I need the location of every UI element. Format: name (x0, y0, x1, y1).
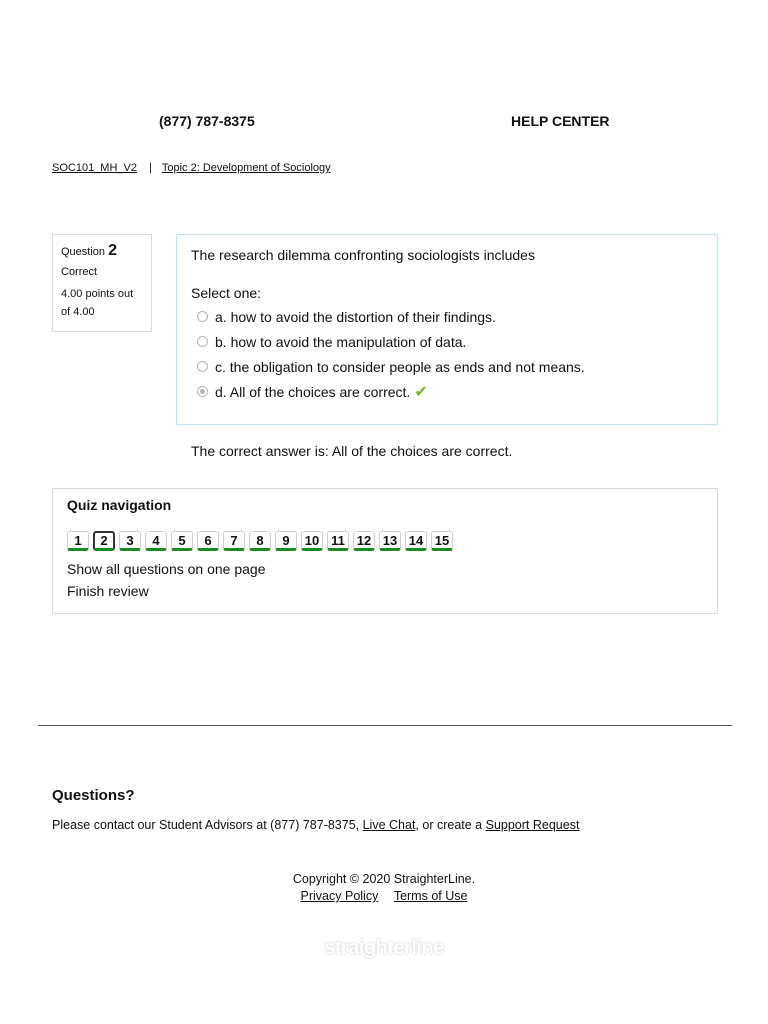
answer-option-b[interactable] (191, 329, 703, 354)
quiz-navigation-title: Quiz navigation (67, 497, 172, 513)
question-info-panel (52, 234, 152, 332)
answer-label-b: b. how to avoid the manipulation of data. (215, 333, 467, 350)
quiz-nav-button-12[interactable]: 12 (353, 531, 375, 551)
contact-text (52, 818, 579, 832)
question-content (176, 234, 718, 425)
correct-check-icon: ✔ (414, 383, 428, 401)
answer-option-c[interactable] (191, 354, 703, 379)
quiz-navigation-buttons (67, 531, 703, 551)
copyright-text: Copyright © 2020 StraighterLine. (292, 872, 476, 886)
question-number: 2 (108, 242, 117, 259)
quiz-nav-button-1[interactable]: 1 (67, 531, 89, 551)
select-one-prompt: Select one: (191, 285, 262, 301)
support-request-link[interactable]: Support Request (485, 818, 580, 832)
answer-label-d: d. All of the choices are correct. (215, 383, 411, 400)
question-state: Correct (61, 266, 98, 278)
answer-label-a: a. how to avoid the distortion of their findings. (215, 308, 496, 325)
answer-list (191, 304, 703, 404)
breadcrumb-course[interactable]: SOC101_MH_V2 (52, 162, 137, 174)
quiz-nav-button-13[interactable]: 13 (379, 531, 401, 551)
show-all-questions-link[interactable]: Show all questions on one page (67, 561, 266, 577)
question-text: The research dilemma confronting sociologists includes (191, 247, 535, 263)
quiz-nav-button-14[interactable]: 14 (405, 531, 427, 551)
question-label: Question (61, 246, 106, 258)
question-grade: 4.00 points out of 4.00 (61, 288, 134, 318)
contact-middle: , or create a (415, 818, 486, 832)
answer-option-a[interactable] (191, 304, 703, 329)
terms-of-use-link[interactable]: Terms of Use (393, 889, 468, 903)
right-answer-feedback: The correct answer is: All of the choices are correct. (191, 443, 513, 459)
quiz-nav-button-10[interactable]: 10 (301, 531, 323, 551)
quiz-nav-button-11[interactable]: 11 (327, 531, 349, 551)
quiz-nav-button-15[interactable]: 15 (431, 531, 453, 551)
live-chat-link[interactable]: Live Chat (362, 818, 416, 832)
answer-radio-a[interactable] (197, 311, 208, 322)
answer-radio-d[interactable] (197, 386, 208, 397)
quiz-navigation-panel (52, 488, 718, 614)
breadcrumb-topic[interactable]: Topic 2: Development of Sociology (161, 162, 331, 174)
answer-radio-c[interactable] (197, 361, 208, 372)
answer-option-d[interactable] (191, 379, 703, 404)
quiz-nav-button-9[interactable]: 9 (275, 531, 297, 551)
breadcrumb (52, 162, 331, 174)
quiz-nav-button-7[interactable]: 7 (223, 531, 245, 551)
help-center-link[interactable]: HELP CENTER (511, 113, 610, 129)
quiz-nav-button-2[interactable]: 2 (93, 531, 115, 551)
quiz-nav-button-3[interactable]: 3 (119, 531, 141, 551)
answer-radio-b[interactable] (197, 336, 208, 347)
contact-prefix: Please contact our Student Advisors at (877) 787-8375, (52, 818, 363, 832)
quiz-nav-button-4[interactable]: 4 (145, 531, 167, 551)
quiz-nav-button-8[interactable]: 8 (249, 531, 271, 551)
finish-review-link[interactable]: Finish review (67, 583, 149, 599)
answer-label-c: c. the obligation to consider people as ends and not means. (215, 358, 585, 375)
footer-divider (38, 725, 732, 726)
legal-links (0, 889, 768, 903)
privacy-policy-link[interactable]: Privacy Policy (300, 889, 379, 903)
quiz-nav-button-5[interactable]: 5 (171, 531, 193, 551)
straighterline-logo: straighterline (324, 937, 444, 959)
questions-heading: Questions? (52, 787, 135, 804)
breadcrumb-separator: | (149, 162, 152, 174)
quiz-nav-button-6[interactable]: 6 (197, 531, 219, 551)
header-phone[interactable]: (877) 787-8375 (159, 113, 255, 129)
